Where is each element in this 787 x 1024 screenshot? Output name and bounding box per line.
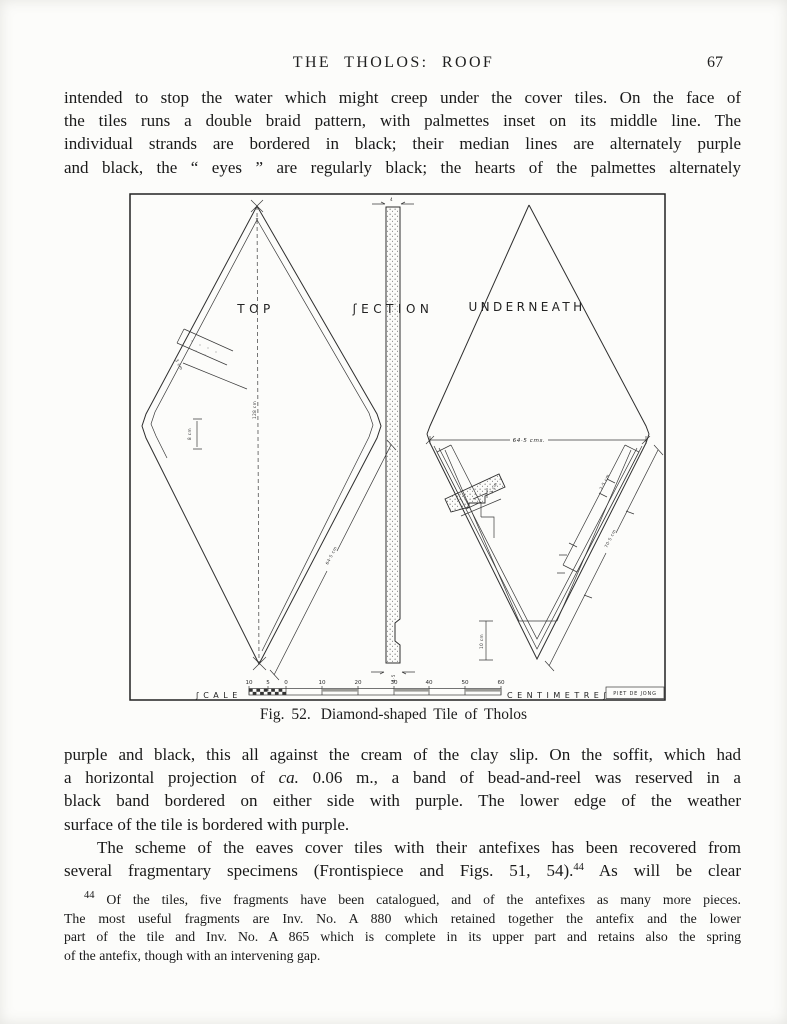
tile-drawing-svg — [129, 193, 666, 701]
scale-tick: 30 — [390, 680, 398, 686]
scale-bar — [195, 680, 664, 700]
footnote-line: of the antefix, though with an intervening gap. — [64, 947, 321, 963]
text-line: The scheme of the eaves cover tiles with their antefixes has been recovered from — [97, 837, 741, 857]
scale-tick: 60 — [497, 680, 505, 686]
dim-section-top: 4 — [390, 197, 394, 202]
scale-tick: 40 — [425, 680, 433, 686]
footnote-ref-44: 44 — [573, 861, 584, 873]
footnote-marker-44: 44 — [84, 890, 95, 901]
figure-caption-number: Fig. 52. — [259, 706, 311, 723]
section-label: ʃECTION — [352, 302, 434, 316]
svg-text:10 cm: 10 cm — [479, 633, 484, 649]
figure-52-drawing — [129, 193, 666, 701]
text-line: individual strands are bordered in black; their median lines are alternately purple — [64, 134, 741, 154]
dim-top-left — [187, 419, 202, 449]
centimetres-label: CENTIMETREʃ — [507, 691, 611, 700]
svg-text:3 cm: 3 cm — [488, 481, 499, 495]
scale-tick: 20 — [354, 680, 362, 686]
illustrator-signature: PIET DE JONG — [613, 691, 657, 697]
top-flange-tab — [177, 329, 247, 389]
text-line: a horizontal projection of ca. 0.06 m., a band of bead-and-reel was reserved in a — [64, 768, 741, 788]
text-line: black band bordered on either side with purple. The lower edge of the weather — [64, 791, 741, 811]
scale-tick: 5 — [266, 680, 270, 686]
footnote-44 — [64, 891, 741, 965]
text-line: intended to stop the water which might creep under the cover tiles. On the face of — [64, 88, 741, 107]
page-number: 67 — [707, 54, 723, 71]
figure-caption — [0, 706, 787, 724]
under-cover-strip-section — [445, 474, 505, 516]
text-line: several fragmentary specimens (Frontispiece and Figs. 51, 54).$^{44}$ As will be clear — [64, 860, 742, 880]
text-line: and black, the “ eyes ” are regularly black; the hearts of the palmettes alternately — [64, 157, 741, 177]
text-line: surface of the tile is bordered with purple. — [64, 814, 350, 834]
footnote-line: part of the tile and Inv. No. A 865 which is complete in its upper part and retains also the spring — [64, 929, 741, 945]
dim-top-flange: 3 cm — [174, 358, 185, 372]
dim-section-bottom: 4·5 — [391, 674, 396, 682]
italic-ca: ca. — [278, 768, 299, 788]
top-label: TOP — [237, 302, 275, 316]
scale-tick: 10 — [245, 680, 253, 686]
dim-top-height: 128 cm — [252, 400, 257, 419]
underneath-view — [426, 205, 663, 671]
svg-text:64·5 cms.: 64·5 cms. — [512, 438, 546, 444]
underneath-label: UNDERNEATH — [468, 300, 586, 314]
paragraph-1 — [64, 86, 741, 179]
under-right-flange — [557, 445, 639, 573]
dim-under-tip — [479, 621, 493, 660]
top-view — [142, 200, 396, 680]
svg-text:70·5 cm: 70·5 cm — [603, 528, 617, 549]
scale-tick: 50 — [461, 680, 469, 686]
running-head: THE THOLOS: ROOF — [292, 54, 495, 71]
scale-label: ʃCALE — [196, 691, 242, 700]
section-view — [352, 197, 434, 682]
svg-text:8 cm: 8 cm — [187, 428, 192, 440]
dim-under-width — [426, 436, 650, 444]
figure-caption-title: Diamond-shaped Tile of Tholos — [320, 706, 528, 723]
text-line: the tiles runs a double braid pattern, with palmettes inset on its middle line. The — [64, 111, 741, 131]
scale-tick: 0 — [284, 680, 288, 686]
dim-top-edge — [270, 440, 396, 680]
text-line: purple and black, this all against the cream of the clay slip. On the soffit, which had — [64, 745, 741, 764]
svg-text:2·5 cm: 2·5 cm — [598, 473, 611, 491]
paragraph-2-and-3 — [64, 743, 741, 882]
scale-tick: 10 — [318, 680, 326, 686]
footnote-line: $^{44}$ Of the tiles, five fragments have been catalogued, and of the antefixes as many more pieces. — [84, 890, 741, 907]
svg-text:64·5 cm: 64·5 cm — [324, 545, 338, 566]
footnote-line: The most useful fragments are Inv. No. A 880 which retained together the antefix and the lower — [64, 910, 741, 926]
